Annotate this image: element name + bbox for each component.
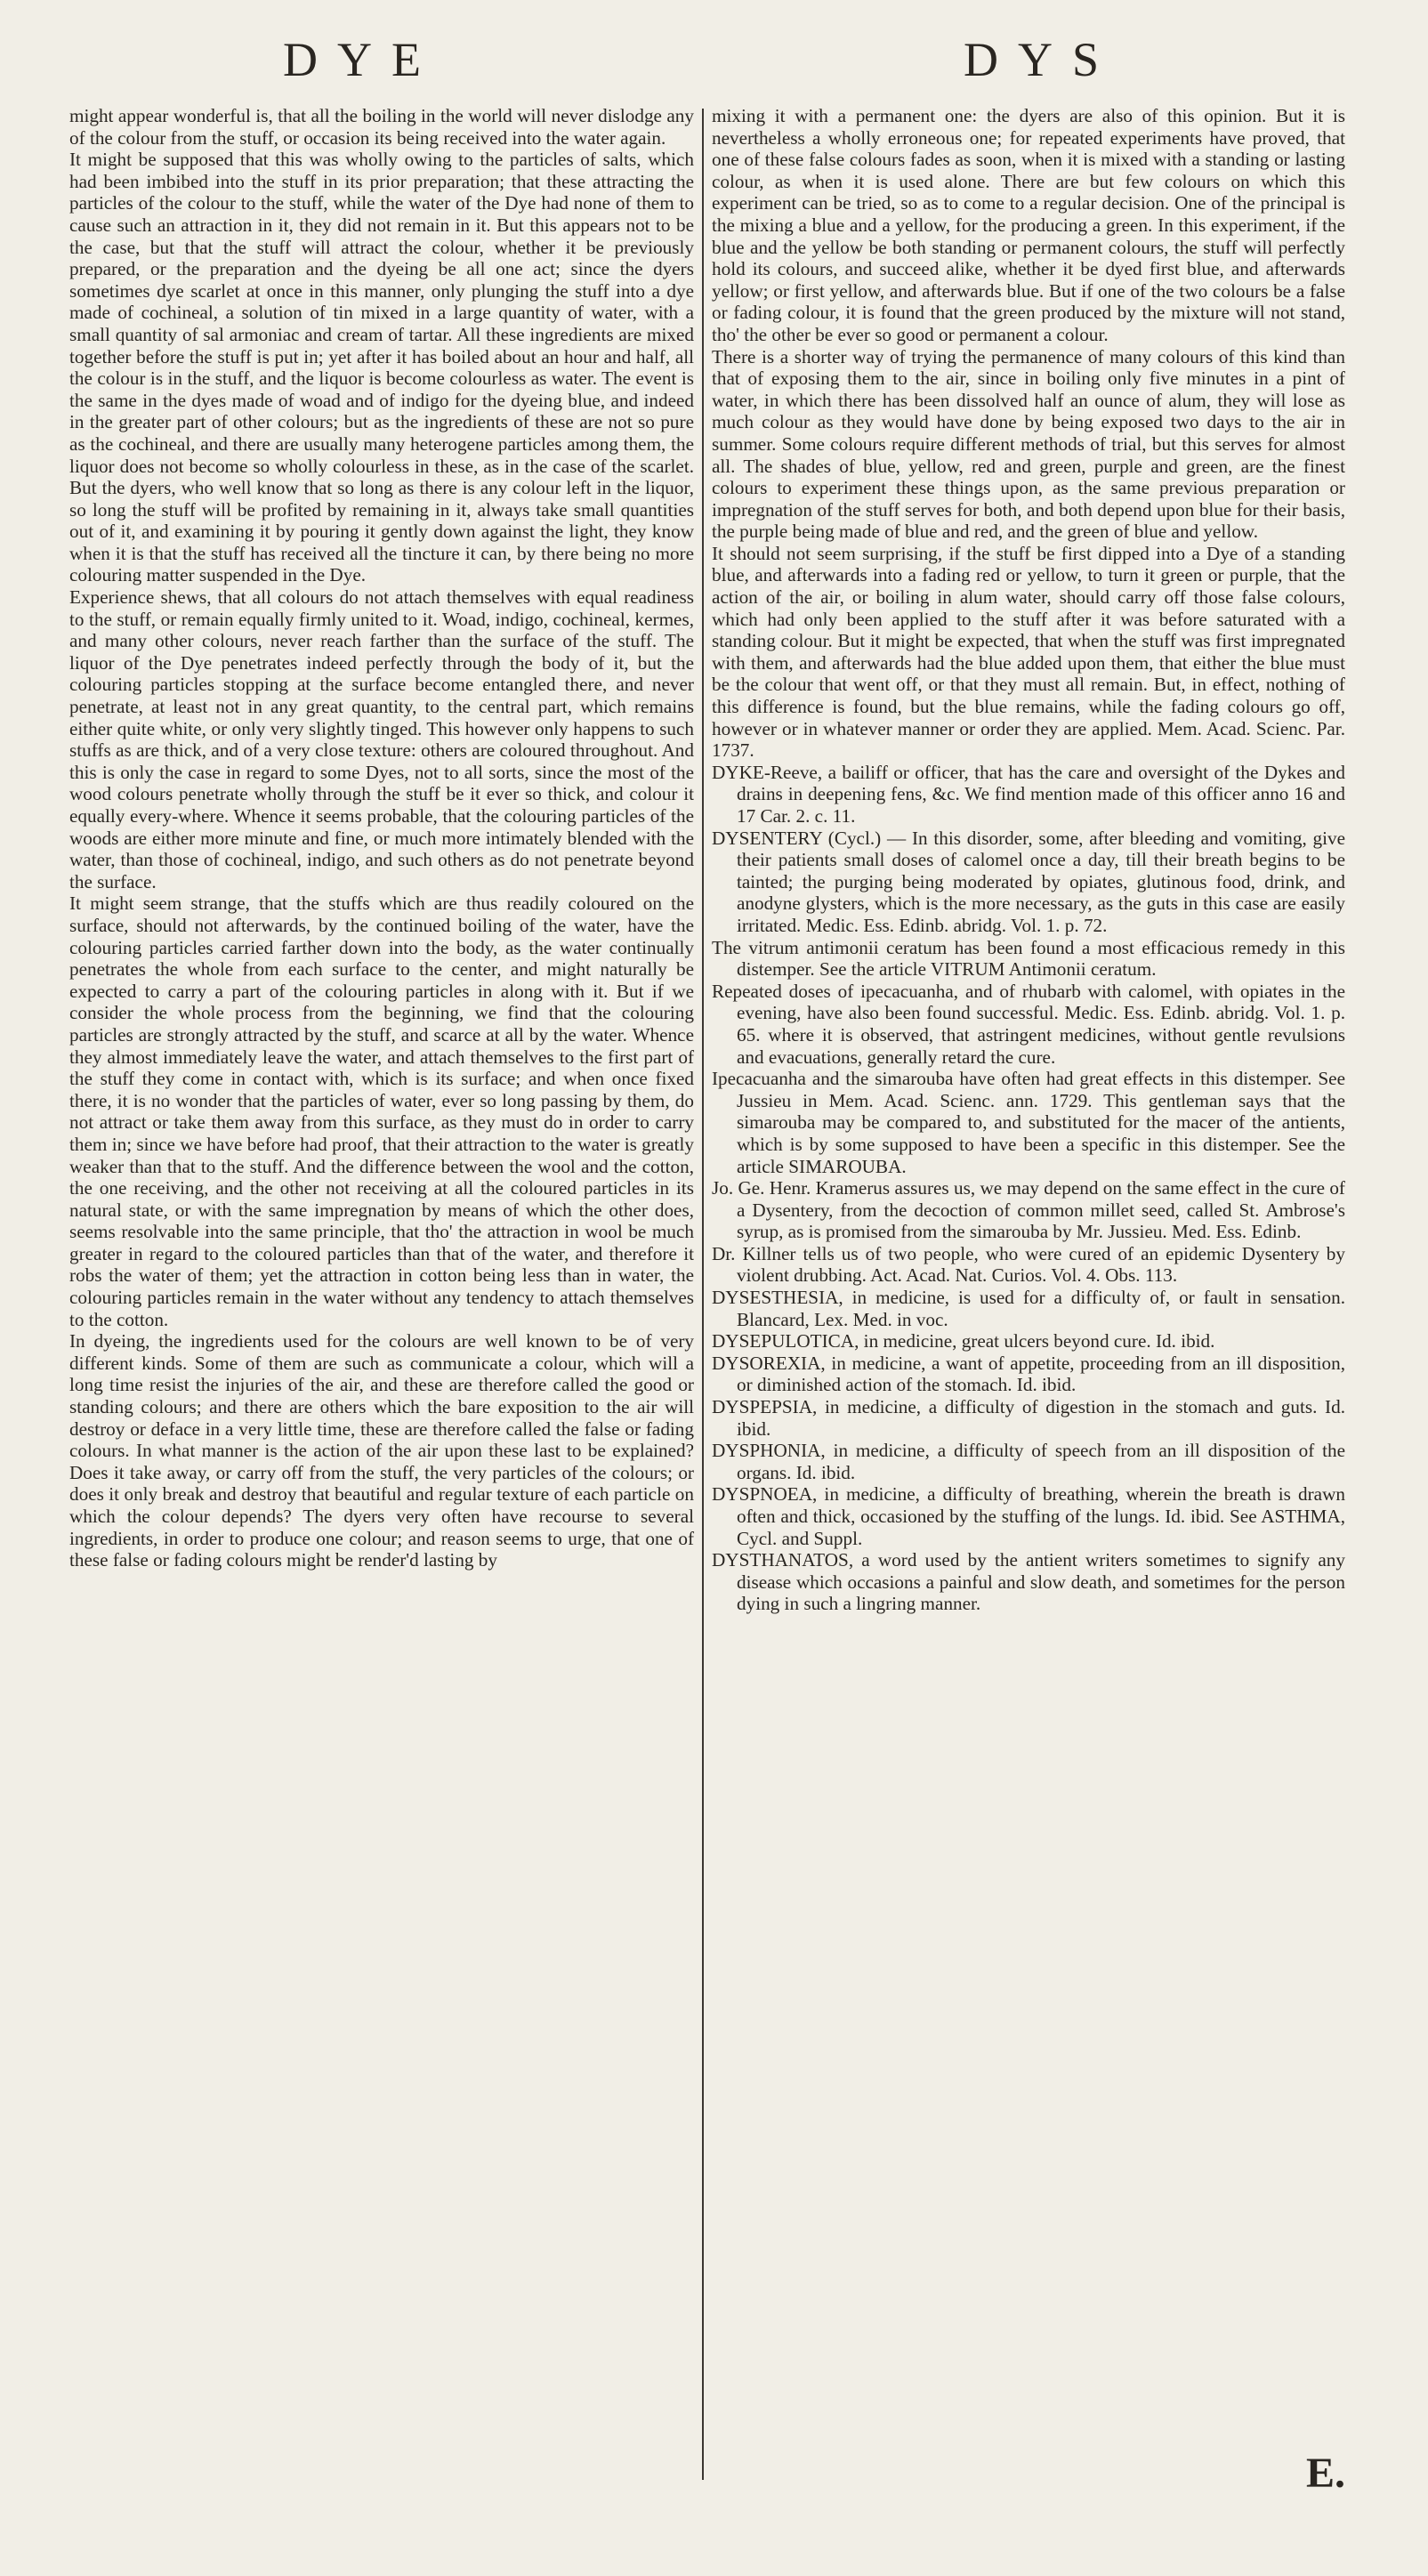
dictionary-entry: DYSESTHESIA, in medicine, is used for a difficulty of, or fault in sensation. Blancard, Lex. Med. in voc.	[712, 1287, 1345, 1330]
paragraph: In dyeing, the ingredients used for the colours are well known to be of very different kinds. Some of them are such as communicate a colour, which will a long time resist the injuries of the air, and these are therefore called the good or standing colours; and there are others which the bare exposition to the air will destroy or deface in a very little time, these are therefore called the false or fading colours. In what manner is the action of the air upon these last to be explained? Does it take away, or carry off from the stuff, the very particles of the colours; or does it only break and destroy that beautiful and regular texture of each particle on which the colour depends? The dyers very often have recourse to several ingredients, in order to produce one colour; and reason seems to urge, that one of these false or fading colours might be render'd lasting by	[69, 1330, 694, 1571]
paragraph: mixing it with a permanent one: the dyers are also of this opinion. But it is nevertheless a wholly erroneous one; for repeated experiments have proved, that one of these false colours fades as soon, when it is mixed with a standing or lasting colour, as when it is used alone. There are but few colours on which this experiment can be tried, so as to come to a regular decision. One of the principal is the mixing a blue and a yellow, for the producing a green. In this experiment, if the blue and the yellow be both standing or permanent colours, the stuff will perfectly hold its colours, and succeed alike, whether it be dyed first blue, and afterwards yellow; or first yellow, and afterwards blue. But if one of the two colours be a false or fading colour, it is found that the green produced by the mixture will not stand, tho' the other be ever so good or permanent a colour.	[712, 105, 1345, 345]
dictionary-entry: DYSEPULOTICA, in medicine, great ulcers beyond cure. Id. ibid.	[712, 1330, 1215, 1353]
paragraph: It might be supposed that this was wholly owing to the particles of salts, which had been imbibed into the stuff in its prior preparation; that these attracting the particles of the colour to the stuff, while the water of the Dye had none of them to cause such an attraction in it, they did not remain in it. But this appears not to be the case, but that the stuff will attract the colour, whether it be previously prepared, or the preparation and the dyeing be all one act; since the dyers sometimes dye scarlet at once in this manner, only plunging the stuff into a dye made of cochineal, a solution of tin mixed in a large quantity of water, with a small quantity of sal armoniac and cream of tartar. All these ingredients are mixed together before the stuff is put in; yet after it has boiled about an hour and half, all the colour is in the stuff, and the liquor is become colourless as water. The event is the same in the dyes made of woad and of indigo for the dyeing blue, and indeed in the greater part of other colours; but as the ingredients of these are not so pure as the cochineal, and there are usually many heterogene particles among them, the liquor does not become so wholly colourless in these, as in the case of the scarlet. But the dyers, who well know that so long as there is any colour left in the liquor, so long the stuff will be profited by remaining in it, always take small quantities out of it, and examining it by pouring it gently down against the light, they know when it is that the stuff has received all the tincture it can, by there being no more colouring matter suspended in the Dye.	[69, 149, 694, 586]
right-column	[712, 105, 1345, 1615]
paragraph: It might seem strange, that the stuffs which are thus readily coloured on the surface, should not afterwards, by the continued boiling of the water, have the colouring particles carried farther down into the body, as the water continually penetrates the whole from each surface to the center, and might naturally be expected to carry a part of the colouring particles in along with it. But if we consider the whole process from the beginning, we find that the colouring particles are strongly attracted by the stuff, and scarce at all by the water. Whence they almost immediately leave the water, and attach themselves to the first part of the stuff they come in contact with, which is its surface; and when once fixed there, it is no wonder that the particles of water, ever so long passing by them, do not attract or take them away from this surface, as they must do in order to carry them in; since we have before had proof, that their attraction to the water is greatly weaker than that to the stuff. And the difference between the wool and the cotton, the one receiving, and the other not receiving at all the coloured particles in its natural state, or with the same impregnation by means of which the other does, seems resolvable into the same principle, that tho' the attraction in wool be much greater in regard to the coloured particles than that of the water, and therefore it robs the water of them; yet the attraction in cotton being less than in water, the colouring particles remain in the water without any tendency to attach themselves to the cotton.	[69, 892, 694, 1330]
paragraph: There is a shorter way of trying the permanence of many colours of this kind than that of exposing them to the air, since in boiling only five minutes in a pint of water, in which there has been dissolved half an ounce of alum, they will lose as much colour as they would have done by being exposed two days to the air in summer. Some colours require different methods of trial, but this serves for almost all. The shades of blue, yellow, red and green, purple and green, are the finest colours to experiment these things upon, as the same previous preparation or impregnation of the stuff serves for both, and both depend upon blue for their basis, the purple being made of blue and red, and the green of blue and yellow.	[712, 345, 1345, 543]
dictionary-entry: DYSTHANATOS, a word used by the antient writers sometimes to signify any disease which occasions a painful and slow death, and sometimes for the person dying in such a lingring manner.	[712, 1549, 1345, 1615]
paragraph: It should not seem surprising, if the stuff be first dipped into a Dye of a standing blue, and afterwards into a fading red or yellow, to turn it green or purple, that the action of the air, or boiling in alum water, should carry off those false colours, which had only been applied to the stuff after it was before saturated with a standing colour. But it might be expected, that when the stuff was first impregnated with them, and afterwards had the blue added upon them, that either the blue must be the colour that went off, or that they must all remain. But, in effect, nothing of this difference is found, but the blue remains, while the fading colours go off, however or in whatever manner or order they are applied. Mem. Acad. Scienc. Par. 1737.	[712, 542, 1345, 762]
dictionary-entry: DYSPNOEA, in medicine, a difficulty of breathing, wherein the breath is drawn often and thick, occasioned by the stuffing of the lungs. Id. ibid. See ASTHMA, Cycl. and Suppl.	[712, 1483, 1345, 1549]
signature-mark: E.	[1306, 2450, 1346, 2497]
dictionary-entry: Jo. Ge. Henr. Kramerus assures us, we may depend on the same effect in the cure of a Dysentery, from the decoction of common millet seed, called St. Ambrose's syrup, as is promised from the simarouba by Mr. Jussieu. Med. Ess. Edinb.	[712, 1177, 1345, 1243]
left-column	[69, 105, 694, 1571]
dictionary-entry: DYKE-Reeve, a bailiff or officer, that has the care and oversight of the Dykes and drains in deepening fens, &c. We find mention made of this officer anno 16 and 17 Car. 2. c. 11.	[712, 761, 1345, 827]
running-head-right: DYS	[964, 33, 1119, 86]
column-divider	[702, 109, 704, 2480]
dictionary-entry: DYSPHONIA, in medicine, a difficulty of speech from an ill disposition of the organs. Id. ibid.	[712, 1440, 1345, 1483]
running-head-left: DYE	[283, 33, 440, 86]
dictionary-entry: DYSPEPSIA, in medicine, a difficulty of digestion in the stomach and guts. Id. ibid.	[712, 1396, 1345, 1440]
paragraph: might appear wonderful is, that all the boiling in the world will never dislodge any of the colour from the stuff, or occasion its being received into the water again.	[69, 105, 694, 149]
dictionary-entry: Dr. Killner tells us of two people, who were cured of an epidemic Dysentery by violent drubbing. Act. Acad. Nat. Curios. Vol. 4. Obs. 113.	[712, 1242, 1345, 1287]
dictionary-entry: DYSOREXIA, in medicine, a want of appetite, proceeding from an ill disposition, or diminished action of the stomach. Id. ibid.	[712, 1352, 1345, 1396]
dictionary-entry: DYSENTERY (Cycl.) — In this disorder, some, after bleeding and vomiting, give their patients small doses of calomel once a day, till their breath begins to be tainted; the purging being moderated by opiates, glutinous food, drink, and anodyne glysters, which is the more necessary, as the guts in this case are easily irritated. Medic. Ess. Edinb. abridg. Vol. 1. p. 72.	[712, 827, 1345, 936]
dictionary-entry: The vitrum antimonii ceratum has been found a most efficacious remedy in this distemper. See the article VITRUM Antimonii ceratum.	[712, 936, 1345, 981]
dictionary-entry: Repeated doses of ipecacuanha, and of rhubarb with calomel, with opiates in the evening, have also been found successful. Medic. Ess. Edinb. abridg. Vol. 1. p. 65. where it is observed, that astringent medicines, without gentle revulsions and evacuations, generally retard the cure.	[712, 980, 1345, 1068]
paragraph: Experience shews, that all colours do not attach themselves with equal readiness to the stuff, or remain equally firmly united to it. Woad, indigo, cochineal, kermes, and many other colours, never reach farther than the surface of the stuff. The liquor of the Dye penetrates indeed perfectly through the body of it, but the colouring particles stopping at the surface become entangled there, and never penetrate, at least not in any great quantity, to the central part, which remains either quite white, or only very slightly tinged. This however only happens to such stuffs as are thick, and of a very close texture: others are coloured throughout. And this is only the case in regard to some Dyes, not to all sorts, since the most of the wood colours penetrate wholly through the stuff be it ever so thick, and colour it equally every-where. Whence it seems probable, that the colouring particles of the woods are either more minute and fine, or much more intimately blended with the water, than those of cochineal, indigo, and such others as do not penetrate beyond the surface.	[69, 586, 694, 892]
dictionary-entry: Ipecacuanha and the simarouba have often had great effects in this distemper. See Jussieu in Mem. Acad. Scienc. ann. 1729. This gentleman says that the simarouba may be compared to, and substituted for the macer of the antients, which is by some supposed to have been a specific in this distemper. See the article SIMAROUBA.	[712, 1068, 1345, 1177]
